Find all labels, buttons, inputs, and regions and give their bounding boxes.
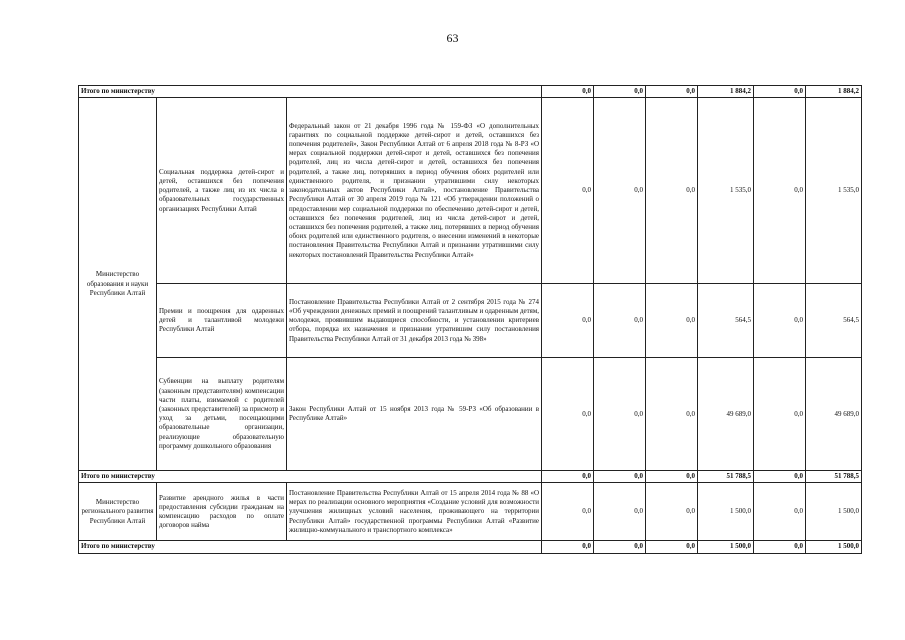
value-cell: 1 535,0 [698,98,754,284]
value-cell: 0,0 [594,284,646,358]
total-value: 0,0 [646,471,698,483]
value-cell: 0,0 [542,483,594,541]
total-value: 0,0 [646,86,698,98]
total-value: 1 500,0 [698,541,754,553]
value-cell: 0,0 [594,483,646,541]
measure-cell: Субвенции на выплату родителям (законным представителям) компенсации части платы, взимаемой с родителей (законных представителей) за присмотр и уход за детьми, посещающими образовательные организации, реализующие образовательную программу дошкольного образования [157,358,287,471]
table-row [79,483,862,541]
value-cell: 0,0 [754,284,806,358]
legal-basis-cell: Закон Республики Алтай от 15 ноября 2013 года № 59-РЗ «Об образовании в Республике Алтай» [287,358,542,471]
value-cell: 49 689,0 [698,358,754,471]
total-value: 0,0 [542,86,594,98]
total-value: 0,0 [594,86,646,98]
total-label: Итого по министерству [79,541,542,553]
value-cell: 0,0 [754,483,806,541]
value-cell: 0,0 [754,98,806,284]
total-value: 1 884,2 [698,86,754,98]
total-label: Итого по министерству [79,471,542,483]
value-cell: 0,0 [646,483,698,541]
ministry-total-row [79,471,862,483]
page-number: 63 [446,31,459,45]
ministry-total-row [79,541,862,553]
table-row [79,284,862,358]
value-cell: 1 500,0 [698,483,754,541]
measure-cell: Развитие арендного жилья в части предоставления субсидии гражданам на компенсацию расходов по оплате договоров найма [157,483,287,541]
total-value: 1 884,2 [806,86,862,98]
total-value: 0,0 [754,86,806,98]
total-value: 0,0 [542,471,594,483]
value-cell: 1 535,0 [806,98,862,284]
total-value: 0,0 [754,541,806,553]
value-cell: 564,5 [806,284,862,358]
legal-basis-cell: Постановление Правительства Республики Алтай от 2 сентября 2015 года № 274 «Об учреждении денежных премий и поощрений талантливым и одаренным детям, молодежи, проявившим выдающиеся способности, и установлении критериев отбора, порядка их назначения и признании утратившим силу постановления Правительства Республики Алтай от 31 декабря 2013 года № 398» [287,284,542,358]
ministry-name: Министерство образования и науки Республики Алтай [79,98,157,471]
ministry-total-row [79,86,862,98]
measure-cell: Премии и поощрения для одаренных детей и талантливой молодежи Республики Алтай [157,284,287,358]
total-value: 0,0 [754,471,806,483]
legal-basis-cell: Постановление Правительства Республики Алтай от 15 апреля 2014 года № 88 «О мерах по реализации основного мероприятия «Создание условий для возможности улучшения жилищных условий населения, проживающего на территории Республики Алтай» государственной программы Республики Алтай «Развитие жилищно-коммунального и транспортного комплекса» [287,483,542,541]
legal-basis-cell: Федеральный закон от 21 декабря 1996 года № 159-ФЗ «О дополнительных гарантиях по социальной поддержке детей-сирот и детей, оставшихся без попечения родителей», Закон Республики Алтай от 6 апреля 2018 года № 8-РЗ «О мерах социальной поддержки детей-сирот и детей, оставшихся без попечения родителей, лиц из числа детей-сирот и детей, оставшихся без попечения родителей, а также лиц, потерявших в период обучения обоих родителей или единственного родителя, и признании утратившими силу некоторых законодательных актов Республики Алтай», постановление Правительства Республики Алтай от 30 апреля 2019 года № 121 «Об утверждении положений о предоставлении мер социальной поддержки по обеспечению детей-сирот и детей, оставшихся без попечения родителей, лиц из числа детей-сирот и детей, оставшихся без попечения родителей, а также лиц, потерявших в период обучения обоих родителей или единственного родителя, о внесении изменений в некоторые постановления Правительства Республики Алтай и признании утратившими силу некоторых постановлений Правительства Республики Алтай» [287,98,542,284]
total-value: 0,0 [594,471,646,483]
value-cell: 0,0 [542,98,594,284]
total-label: Итого по министерству [79,86,542,98]
table-row [79,358,862,471]
total-value: 1 500,0 [806,541,862,553]
total-value: 0,0 [542,541,594,553]
value-cell: 0,0 [646,98,698,284]
ministry-name: Министерство регионального развития Республики Алтай [79,483,157,541]
value-cell: 564,5 [698,284,754,358]
budget-table [78,85,862,554]
value-cell: 1 500,0 [806,483,862,541]
value-cell: 0,0 [646,358,698,471]
value-cell: 0,0 [594,358,646,471]
value-cell: 0,0 [542,358,594,471]
total-value: 51 788,5 [698,471,754,483]
total-value: 0,0 [646,541,698,553]
total-value: 0,0 [594,541,646,553]
value-cell: 0,0 [542,284,594,358]
value-cell: 0,0 [646,284,698,358]
measure-cell: Социальная поддержка детей-сирот и детей, оставшихся без попечения родителей, а также лиц из их числа в образовательных государственных организациях Республики Алтай [157,98,287,284]
total-value: 51 788,5 [806,471,862,483]
table-row [79,98,862,284]
value-cell: 0,0 [754,358,806,471]
value-cell: 0,0 [594,98,646,284]
value-cell: 49 689,0 [806,358,862,471]
